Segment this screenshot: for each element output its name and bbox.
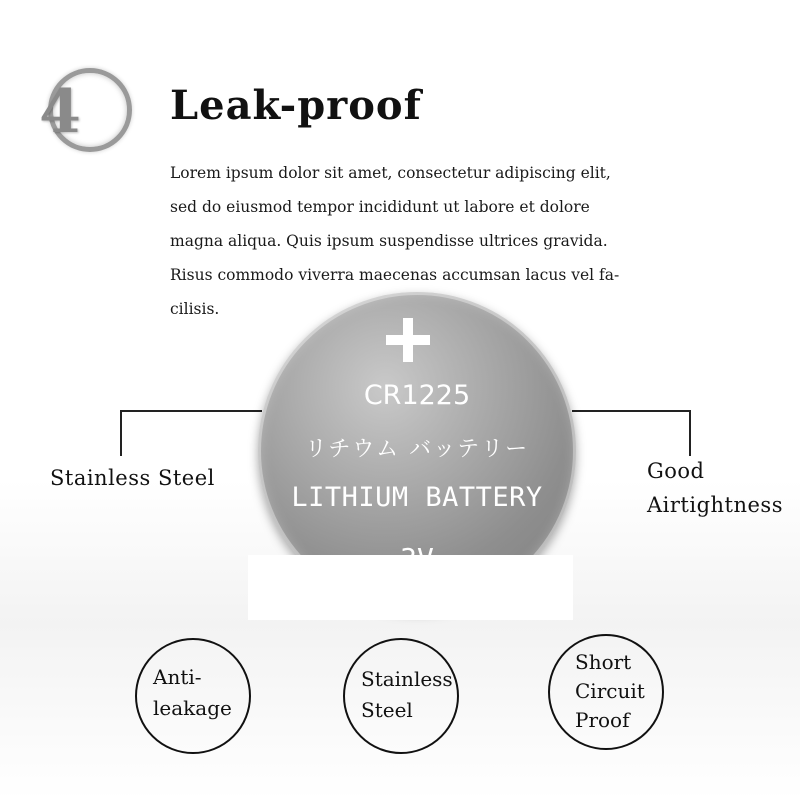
- feature-line: Stainless: [361, 667, 453, 691]
- step-badge: [38, 68, 134, 164]
- feature-line: Short: [575, 650, 632, 674]
- feature-line: Steel: [361, 698, 413, 722]
- callout-airtightness: Airtightness: [647, 493, 783, 517]
- callout-good: Good: [647, 459, 705, 483]
- feature-line: Anti-: [153, 665, 202, 689]
- description-line: Lorem ipsum dolor sit amet, consectetur adipiscing elit,: [170, 164, 611, 182]
- white-overlay: [248, 555, 573, 620]
- right-callout-horizontal: [572, 410, 690, 412]
- feature-label-short-circuit-proof: [575, 648, 645, 735]
- feature-line: Proof: [575, 708, 630, 732]
- callout-stainless-steel: Stainless Steel: [50, 466, 215, 490]
- left-callout-horizontal: [120, 410, 262, 412]
- page-title: Leak-proof: [170, 82, 422, 129]
- feature-line: Circuit: [575, 679, 645, 703]
- description-line: Risus commodo viverra maecenas accumsan lacus vel fa-: [170, 266, 620, 284]
- feature-line: leakage: [153, 696, 232, 720]
- battery-japanese-label: リチウム バッテリー: [304, 437, 530, 462]
- description-line: cilisis.: [170, 300, 220, 318]
- plus-icon: [386, 318, 430, 362]
- battery-model: CR1225: [363, 380, 471, 411]
- feature-label-anti-leakage: [153, 662, 232, 724]
- battery-name: LITHIUM BATTERY: [291, 482, 543, 513]
- left-callout-vertical: [120, 410, 122, 456]
- step-number: 4: [39, 77, 81, 147]
- description-line: sed do eiusmod tempor incididunt ut labore et dolore: [170, 198, 590, 216]
- description-line: magna aliqua. Quis ipsum suspendisse ultrices gravida.: [170, 232, 608, 250]
- feature-label-stainless-steel: [361, 664, 453, 726]
- right-callout-vertical: [689, 410, 691, 456]
